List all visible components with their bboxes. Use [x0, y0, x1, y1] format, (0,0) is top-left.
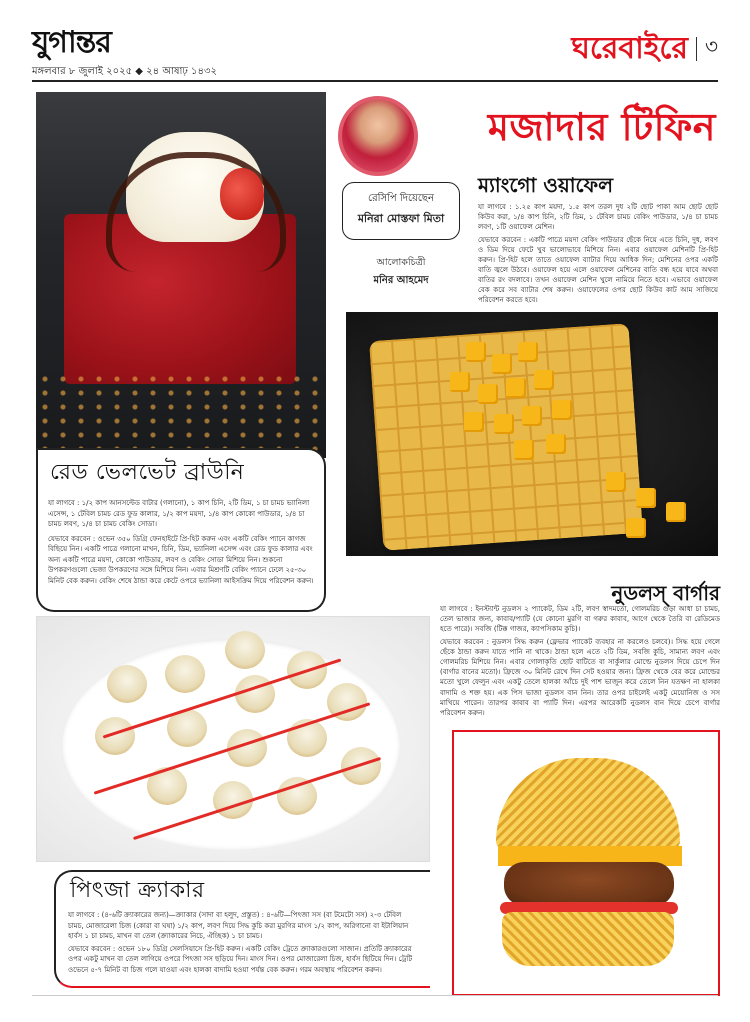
mango-cube: [518, 342, 538, 362]
mango-cube: [514, 440, 534, 460]
cracker-illustration: [95, 717, 135, 755]
newspaper-logo[interactable]: যুগান্তর: [32, 25, 111, 60]
mango-cube: [626, 518, 646, 538]
pizza-cracker-photo[interactable]: [36, 616, 430, 862]
recipe-credit-name: মনিরা মোস্তফা মিতা: [357, 212, 445, 225]
mango-waffle-photo[interactable]: [346, 312, 718, 556]
noodle-bun-bottom-illustration: [502, 912, 674, 966]
header-divider: [32, 80, 718, 82]
brownie-title: রেড ভেলভেট ব্রাউনি: [50, 460, 245, 485]
photo-credit: [342, 256, 460, 290]
cracker-illustration: [165, 655, 205, 693]
mango-cube: [606, 472, 626, 492]
pizza-recipe-text: [54, 906, 430, 988]
masthead: [32, 25, 332, 60]
brand-separator: [696, 37, 697, 61]
feature-title: মজাদার টিফিন: [487, 104, 716, 149]
mango-cube: [522, 406, 542, 426]
mango-cube: [506, 378, 526, 398]
mango-cube: [534, 370, 554, 390]
pizza-method: যেভাবে করবেন : ওভেন ১৮০ ডিগ্রি সেলসিয়াসে প্রি-হিট করুন। একটি বেকিং ট্রেতে ক্র্যাকারগুলো সাজান। প্রতিটি ক্র্যাকারের ওপর একটু মাখন বা তেল লাগিয়ে ওপরে পিৎজা সস ছড়িয়ে দিন। মাংস দিন। ওপর মোজারেলা চিজ, হার্বস ছিটিয়ে দিন। ট্রেটি ওভেনে ৫-৭ মিনিট বা চিজ গলে যাওয়া এবং হালকা বাদামি হওয়া পর্যন্ত বেক করুন। গরম অবস্থায় পরিবেশন করুন।: [68, 944, 413, 974]
brownie-ingredients: যা লাগবে : ১/২ কাপ আনসল্টেড বাটার (গলানো), ১ কাপ চিনি, ২টি ডিম, ১ চা চামচ ভ্যানিলা এসেন্স, ১ টেবিল চামচ রেড ফুড কালার, ১/২ কাপ ময়দা, ১/৪ কাপ কোকো পাউডার, ১/৪ চা চামচ লবণ, ১/৪ চা চামচ বেকিং সোডা।: [48, 499, 310, 528]
burger-ingredients: যা লাগবে : ইনস্ট্যান্ট নুডলস ২ প্যাকেট, ডিম ২টি, লবণ স্বাদমতো, গোলমরিচ গুঁড়া আধা চা চামচ, তেল ভাজার জন্য, কাবাব/প্যাটি (যে কোনো মুরগি বা গরুর কাবাব, আগে থেকে তৈরি বা রেডিমেড হতে পারে)। সবজি (টিক্ক গাজর, ক্যাপসিকাম কুচি)।: [440, 605, 720, 634]
waffle-ingredients: যা লাগবে : ১.২৫ কাপ ময়দা, ১.৫ কাপ তরল দুধ ২টি ছোট পাকা আম ছোট ছোট কিউব করা, ১/৪ কাপ চিনি, ২টি ডিম, ১ টেবিল চামচ বেকিং পাউডার, ১/৪ চা চামচ লবণ, ১টি ওয়াফেল মেশিন।: [478, 203, 718, 231]
mango-cube: [492, 354, 512, 374]
mango-cube: [464, 412, 484, 432]
patty-illustration: [504, 862, 674, 906]
mango-cube: [494, 414, 514, 434]
pizza-ingredients: যা লাগবে : (৪-৬টি ক্র্যাকারের জন্য)—ক্র্যাকার (সাদা বা হলুদ, প্রস্তুত) : ৪-৬টি—পিৎজা সস (বা টমেটো সস) ২-৩ টেবিল চামচ, মোজারেলা চিজ (কোরা বা ঘষা) ১/২ কাপ, লবণ দিয়ে সিদ্ধ কুচি করা মুরগির মাংস ১/২ কাপ, অরিগানো বা ইটালিয়ান হার্বস ১ চা চামচ, মাখন বা তেল (ক্র্যাকারের নিচে, ঐচ্ছিক) ১ চা চামচ।: [68, 911, 409, 940]
cracker-illustration: [225, 631, 265, 669]
noodle-burger-photo[interactable]: [452, 730, 720, 996]
pizza-title-box: [54, 870, 430, 906]
mango-cube: [552, 400, 572, 420]
strawberry-illustration: [220, 168, 264, 220]
burger-recipe-text: [440, 604, 720, 724]
section-header: [571, 32, 718, 65]
page-number: ৩: [704, 34, 718, 58]
recipe-credit-box: [342, 182, 460, 240]
waffle-title: ম্যাংগো ওয়াফেল: [478, 173, 614, 197]
burger-method: যেভাবে করবেন : নুডলস সিদ্ধ করুন (ফ্লেভার প্যাকেট ব্যবহার না করলেও চলবে)। সিদ্ধ হয়ে গেলে ছেঁকে ঠান্ডা করুন যাতে পানি না থাকে। ঠান্ডা হলে এতে ২টি ডিম, সবজি কুচি, সামান্য লবণ এবং গোলমরিচ মিশিয়ে নিন। এবার গোলাকৃতি ছোট বাটিতে বা সার্কুলার মোল্ডে নুডলস দিয়ে চেপে দিন (বার্গার বানের মতো)। ফ্রিজে ৩০ মিনিট রেখে দিন সেট হওয়ার জন্য। ফ্রিজ থেকে বের করে মোল্ডের মতো খুলে ফেলুন এবং একটু তেলে হালকা আঁচে দুই পাশ ভাজুন করে তেলে নিন যতক্ষণ না হালকা বাদামি ও শক্ত হয়। এক পিস ভাজা নুডলস বান নিন। তার ওপর চাইলেই একটু মেয়োনিজ ও সস মাখিয়ে পারেন। তারপর কাবাব বা প্যাটি দিন। এরপর আরেকটি নুডলস বান দিয়ে চেপে বার্গার পরিবেশন করুন।: [440, 637, 720, 718]
noodle-bun-top-illustration: [496, 758, 680, 850]
mango-cube: [450, 372, 470, 392]
brownie-recipe-text: [36, 492, 326, 612]
footer-divider: [32, 995, 718, 996]
recipe-credit-label: রেসিপি দিয়েছেন: [368, 193, 434, 204]
mango-cube: [546, 434, 566, 454]
dateline: মঙ্গলবার ৮ জুলাই ২০২৫ ◆ ২৪ আষাঢ় ১৪৩২: [32, 66, 218, 77]
mango-cube: [466, 342, 486, 362]
brownie-photo[interactable]: [36, 92, 326, 458]
brownie-title-box: [36, 448, 326, 492]
burger-title: নুডলস্ বার্গার: [611, 581, 720, 605]
nut-crumbs-illustration: [36, 372, 326, 458]
waffle-recipe-text: [478, 202, 718, 304]
mango-cube: [478, 384, 498, 404]
mango-cube: [636, 488, 656, 508]
mango-cube: [666, 502, 686, 522]
photo-credit-name: মনির আহমেদ: [373, 275, 429, 286]
pizza-title: পিৎজা ক্র্যাকার: [70, 878, 205, 903]
waffle-method: যেভাবে করবেন : একটি পাত্রে ময়দা বেকিং পাউডার ছেঁকে নিয়ে এতে চিনি, দুধ, লবণ ও ডিম দিয়ে ফেটে খুব ভালোভাবে মিশিয়ে নিন। এবার ওয়াফেল মেশিনটি প্রি-হিট করুন। প্রি-হিট হলে তাতে ওয়াফেল ব্যাটার দিয়ে আধিক দিন; মেশিনের ওপর একটি বাতি জ্বলে উঠবে। ওয়াফেল হয়ে এলে ওয়াফেল মেশিনের বাতি বন্ধ হয়ে যাবে অথবা বাতির রং বদলাবে। তখন ওয়াফেল মেশিন খুলে নামিয়ে নিতে হবে। এভাবে ওয়াফেল বেক করে সব ব্যাটার শেষ করুন। ওয়াফেলের ওপর ছোট কিউব কাট আম সাজিয়ে পরিবেশন করতে হবে।: [478, 236, 718, 304]
brownie-method: যেভাবে করবেন : ওভেন ৩৫০ ডিগ্রি ফেনহাইটে প্রি-হিট করুন এবং একটি বেকিং প্যানে কাগজ বিছিয়ে নিন। একটি পাত্রে গলানো মাখন, চিনি, ডিম, ভ্যানিলা এসেন্স এবং রেড ফুড কালার এবং অন্য একটি পাত্রে ময়দা, কোকো পাউডার, লবণ ও বেকিং সোডা মিশিয়ে নিন। শুকনো উপকরণগুলো ভেজা উপকরণের সঙ্গে মিশিয়ে নিন। এবার মিশ্রণটি বেকিং প্যানে ঢেলে ২৫-৩০ মিনিট বেক করুন। বেকিং শেষে ঠান্ডা করে কেটে ওপরে ভ্যানিলা আইসক্রিম দিয়ে পরিবেশন করুন।: [48, 534, 314, 585]
photo-credit-label: আলোকচিত্রী: [376, 257, 426, 268]
author-avatar[interactable]: [338, 96, 418, 176]
section-brand-logo[interactable]: ঘরেবাইরে: [571, 30, 688, 66]
cracker-illustration: [107, 665, 147, 703]
